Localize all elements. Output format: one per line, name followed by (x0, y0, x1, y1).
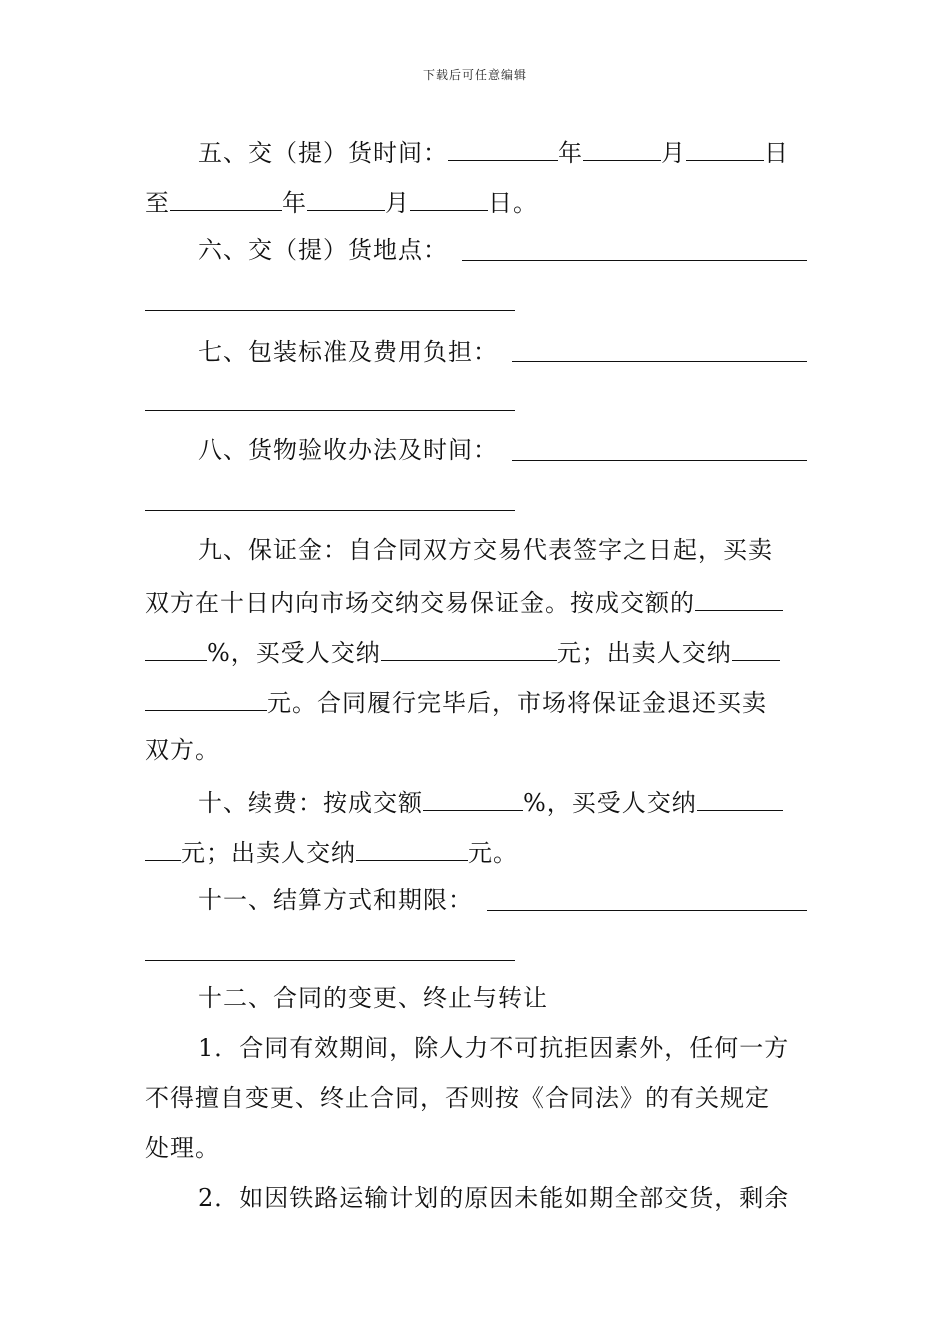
section-9-text-5: 双方。 (145, 736, 220, 764)
month-label: 月 (661, 139, 686, 167)
section-12-1-text-3: 处理。 (145, 1134, 220, 1162)
section-7-label: 七、包装标准及费用负担： (198, 338, 498, 366)
fee-rate-blank (423, 784, 523, 811)
section-10-line-1 (198, 784, 810, 819)
seller-amount-blank-a (732, 634, 780, 661)
fee-buyer-blank-b (145, 834, 181, 861)
section-9-line-5 (145, 734, 810, 766)
section-9-text-2: 双方在十日内向市场交纳交易保证金。按成交额的 (145, 589, 695, 617)
section-10-line-2 (145, 834, 810, 869)
section-12-1-line-3 (145, 1132, 810, 1164)
section-6-label: 六、交（提）货地点： (198, 236, 448, 264)
day2-label: 日。 (488, 189, 538, 217)
buyer-amount-blank (381, 634, 557, 661)
section-12-1-text-1: 1．合同有效期间，除人力不可抗拒因素外，任何一方 (198, 1034, 790, 1062)
page-header: 下载后可任意编辑 (422, 68, 527, 82)
section-12-1-text-2: 不得擅自变更、终止合同，否则按《合同法》的有关规定 (145, 1084, 770, 1112)
section-6-line (198, 234, 810, 266)
month2-label: 月 (385, 189, 410, 217)
section-8-blank-1 (512, 460, 807, 461)
section-9-line-2 (145, 584, 810, 619)
section-8-line (198, 434, 810, 466)
year-blank (448, 134, 558, 161)
section-8-label: 八、货物验收办法及时间： (198, 436, 498, 464)
section-10-text-2a: 元；出卖人交纳 (181, 839, 356, 867)
section-9-text-4: 元。合同履行完毕后，市场将保证金退还买卖 (267, 689, 767, 717)
fee-seller-blank (356, 834, 468, 861)
year2-label: 年 (282, 189, 307, 217)
to-label: 至 (145, 189, 170, 217)
section-5-label: 五、交（提）货时间： (198, 139, 448, 167)
section-9-text-3b: 元；出卖人交纳 (556, 639, 732, 667)
section-12-heading (198, 982, 810, 1014)
section-6-blank-1 (462, 260, 807, 261)
section-7-line (198, 336, 810, 368)
section-6-blank-2 (145, 310, 515, 311)
year-label: 年 (558, 139, 583, 167)
section-9-line-4 (145, 684, 810, 719)
day2-blank (410, 184, 488, 211)
section-8-blank-2 (145, 510, 515, 511)
section-12-1-line-2 (145, 1082, 810, 1114)
section-11-label: 十一、结算方式和期限： (198, 886, 473, 914)
section-9-line-3 (145, 634, 810, 669)
section-12-1-line-1 (198, 1032, 810, 1064)
section-7-blank-1 (512, 361, 807, 362)
rate-blank-a (695, 584, 783, 611)
month-blank (583, 134, 661, 161)
section-12-2-line-1 (198, 1182, 810, 1214)
section-9-text-3a: %，买受人交纳 (207, 639, 381, 667)
section-12-title: 十二、合同的变更、终止与转让 (198, 984, 548, 1012)
fee-buyer-blank-a (697, 784, 783, 811)
day-label: 日 (764, 139, 789, 167)
section-7-blank-2 (145, 410, 515, 411)
section-10-text-1a: 十、续费：按成交额 (198, 789, 423, 817)
section-9-line-1 (198, 534, 810, 566)
section-10-text-2b: 元。 (468, 839, 518, 867)
section-10-text-1b: %，买受人交纳 (523, 789, 697, 817)
section-11-line (198, 884, 810, 916)
section-9-text-1: 九、保证金：自合同双方交易代表签字之日起，买卖 (198, 536, 773, 564)
section-5-line-1 (198, 134, 810, 169)
rate-blank-b (145, 634, 207, 661)
day-blank (686, 134, 764, 161)
section-11-blank-2 (145, 960, 515, 961)
section-5-line-2 (145, 184, 810, 219)
year2-blank (170, 184, 282, 211)
month2-blank (307, 184, 385, 211)
section-11-blank-1 (487, 910, 807, 911)
seller-amount-blank-b (145, 684, 267, 711)
section-12-2-text-1: 2．如因铁路运输计划的原因未能如期全部交货，剩余 (198, 1184, 790, 1212)
